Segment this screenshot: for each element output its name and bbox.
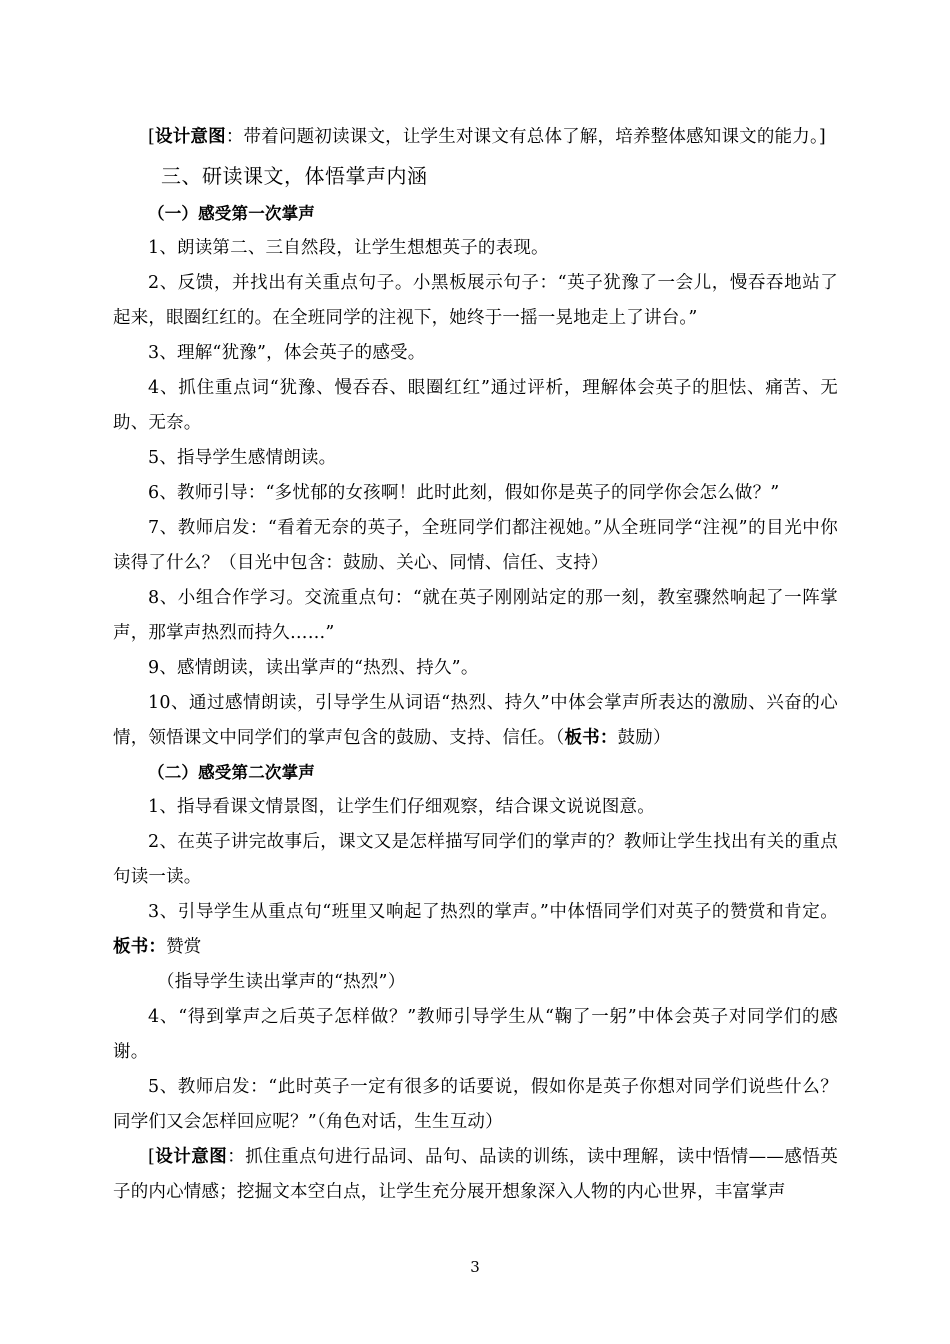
- list-item: 9、感情朗读，读出掌声的“热烈、持久”。: [148, 658, 479, 678]
- subsection-heading-1: （一）感受第一次掌声: [148, 204, 315, 223]
- design-intent-paragraph: [113, 120, 838, 155]
- board-label: 板书：: [113, 937, 167, 957]
- list-item: 1、指导看课文情景图，让学生们仔细观察，结合课文说说图意。: [148, 797, 655, 817]
- design-intent-label: 设计意图: [155, 127, 226, 147]
- subsection-heading-2: （二）感受第二次掌声: [148, 763, 315, 782]
- list-item: [113, 895, 838, 965]
- list-item: 3、理解“犹豫”，体会英子的感受。: [148, 343, 426, 363]
- list-item: 5、教师启发：“此时英子一定有很多的话要说，假如你是英子你想对同学们说些什么？同学们又会怎样回应呢？”（角色对话，生生互动）: [113, 1077, 838, 1132]
- board-value: 赞赏: [166, 937, 202, 957]
- parenthetical-note: （指导学生读出掌声的“热烈”）: [157, 972, 406, 992]
- list-item: 1、朗读第二、三自然段，让学生想想英子的表现。: [148, 238, 549, 258]
- list-item: 4、抓住重点词“犹豫、慢吞吞、眼圈红红”通过评析，理解体会英子的胆怯、痛苦、无助、无奈。: [113, 378, 838, 433]
- design-intent-label: 设计意图: [155, 1147, 228, 1167]
- list-item-text: 10、通过感情朗读，引导学生从词语“热烈、持久”中体会掌声所表达的激励、兴奋的心情，领悟课文中同学们的掌声包含的鼓励、支持、信任。（: [113, 693, 838, 748]
- design-intent-text: ：抓住重点句进行品词、品句、品读的训练，读中理解，读中悟情——感悟英子的内心情感；挖掘文本空白点，让学生充分展开想象深入人物的内心世界，丰富掌声: [113, 1147, 838, 1202]
- list-item: 7、教师启发：“看着无奈的英子，全班同学们都注视她。”从全班同学“注视”的目光中你读得了什么？（目光中包含：鼓励、关心、同情、信任、支持）: [113, 518, 838, 573]
- list-item: 6、教师引导：“多忧郁的女孩啊！此时此刻，假如你是英子的同学你会怎么做？”: [148, 483, 780, 503]
- board-value: 鼓励）: [617, 728, 671, 748]
- page-number: 3: [470, 1258, 480, 1276]
- list-item: 4、“得到掌声之后英子怎样做？”教师引导学生从“鞠了一躬”中体会英子对同学们的感谢。: [113, 1007, 838, 1062]
- bracket-open: [: [148, 1147, 156, 1167]
- document-body: [113, 120, 838, 1210]
- design-intent-paragraph: [113, 1140, 838, 1210]
- board-label: 板书：: [564, 728, 618, 748]
- bracket-open: [: [148, 127, 156, 147]
- design-intent-text: ：带着问题初读课文，让学生对课文有总体了解，培养整体感知课文的能力。]: [225, 127, 826, 147]
- list-item: 5、指导学生感情朗读。: [148, 448, 337, 468]
- list-item: [113, 686, 838, 756]
- list-item: 2、反馈，并找出有关重点句子。小黑板展示句子：“英子犹豫了一会儿，慢吞吞地站了起来，眼圈红红的。在全班同学的注视下，她终于一摇一晃地走上了讲台。”: [113, 273, 838, 328]
- section-heading: 三、研读课文，体悟掌声内涵: [161, 164, 428, 188]
- list-item: 8、小组合作学习。交流重点句：“就在英子刚刚站定的那一刻，教室骤然响起了一阵掌声，那掌声热烈而持久……”: [113, 588, 838, 643]
- list-item-text: 3、引导学生从重点句“班里又响起了热烈的掌声。”中体悟同学们对英子的赞赏和肯定。: [148, 902, 838, 922]
- list-item: 2、在英子讲完故事后，课文又是怎样描写同学们的掌声的？教师让学生找出有关的重点句读一读。: [113, 832, 838, 887]
